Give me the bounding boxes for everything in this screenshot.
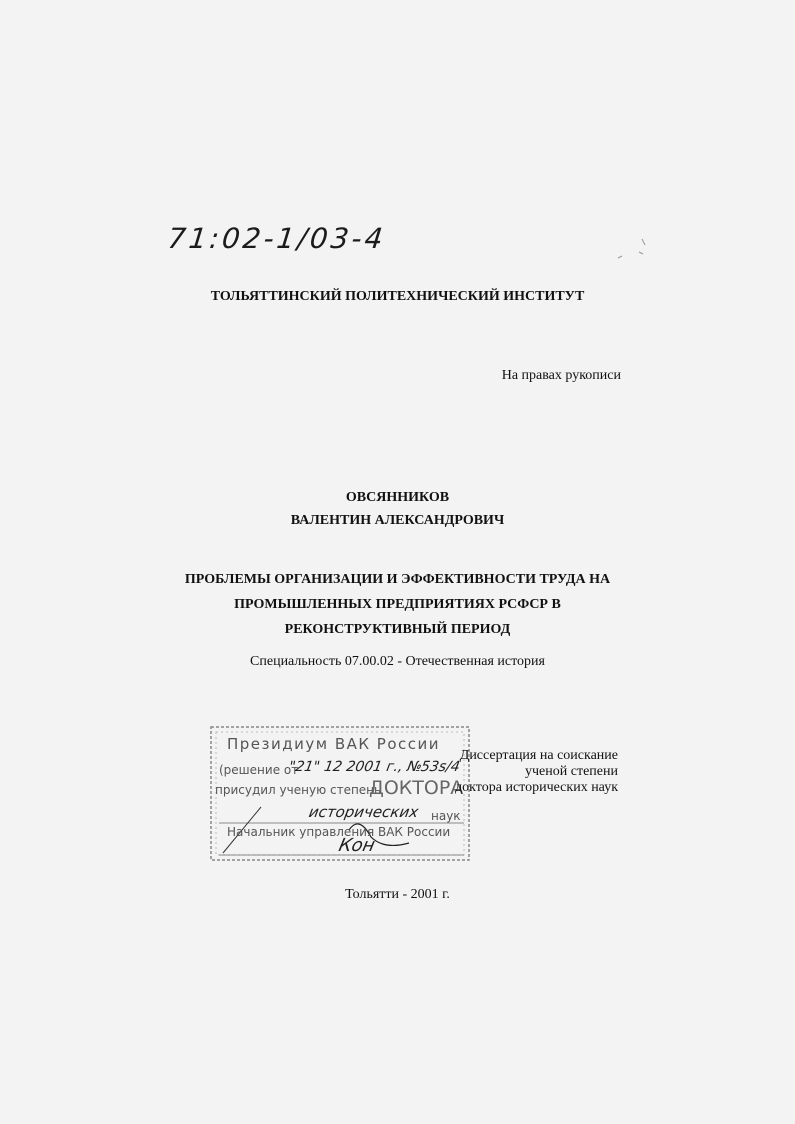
dissertation-note [455, 748, 618, 796]
institute-name: ТОЛЬЯТТИНСКИЙ ПОЛИТЕХНИЧЕСКИЙ ИНСТИТУТ [210, 289, 585, 304]
title-line: ПРОМЫШЛЕННЫХ ПРЕДПРИЯТИЯХ РСФСР В [234, 597, 561, 612]
author-surname: ОВСЯННИКОВ [345, 490, 450, 505]
author-given-names: ВАЛЕНТИН АЛЕКСАНДРОВИЧ [290, 513, 505, 528]
title-line: РЕКОНСТРУКТИВНЫЙ ПЕРИОД [284, 622, 511, 637]
dissertation-title [0, 567, 795, 642]
stamp-degree: ДОКТОРА [369, 777, 464, 799]
rights-note: На правах рукописи [501, 368, 621, 383]
stamp-chief-label: Начальник управления ВАК России [227, 825, 451, 839]
dissertation-line: доктора исторических наук [455, 780, 618, 795]
stamp-signature: Кон [336, 835, 377, 856]
stamp-awarded-label: присудил ученую степень [215, 783, 382, 797]
dissertation-line: Диссертация на соискание [459, 748, 618, 763]
stamp-decision-number: 53s/4 [419, 759, 462, 775]
pencil-mark-icon [612, 236, 652, 266]
stamp-sciences: наук [431, 809, 461, 823]
stamp-field-handwritten: исторических [307, 803, 420, 821]
archive-code-handwritten: 71:02-1/03-4 [166, 222, 388, 255]
stamp-heading: Президиум ВАК России [227, 735, 441, 753]
title-line: ПРОБЛЕМЫ ОРГАНИЗАЦИИ И ЭФФЕКТИВНОСТИ ТРУДА НА [184, 572, 611, 587]
specialty-line: Специальность 07.00.02 - Отечественная история [250, 654, 545, 669]
city-year: Тольятти - 2001 г. [345, 887, 450, 902]
dissertation-line: ученой степени [525, 764, 618, 779]
stamp-decision-label: (решение от [219, 763, 299, 777]
stamp-decision-date: "21" 12 2001 г., № [287, 759, 424, 775]
vak-stamp [209, 725, 471, 862]
